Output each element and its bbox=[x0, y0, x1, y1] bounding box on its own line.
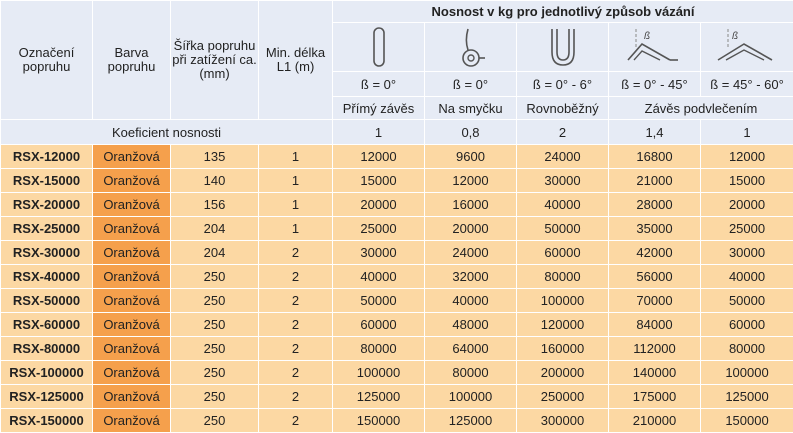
load-value: 125000 bbox=[701, 385, 793, 409]
coefficient-value: 1,4 bbox=[609, 120, 701, 145]
load-value: 100000 bbox=[333, 361, 425, 385]
load-value: 40000 bbox=[701, 265, 793, 289]
sling-min-length: 2 bbox=[259, 289, 333, 313]
sling-code: RSX-150000 bbox=[1, 409, 93, 433]
sling-width: 250 bbox=[171, 337, 259, 361]
load-value: 25000 bbox=[701, 217, 793, 241]
load-value: 60000 bbox=[333, 313, 425, 337]
sling-code: RSX-30000 bbox=[1, 241, 93, 265]
load-value: 35000 bbox=[609, 217, 701, 241]
type-choke: Na smyčku bbox=[425, 97, 517, 120]
load-value: 100000 bbox=[425, 385, 517, 409]
sling-width: 250 bbox=[171, 265, 259, 289]
sling-code: RSX-15000 bbox=[1, 169, 93, 193]
header-title-row bbox=[1, 1, 793, 23]
sling-width: 250 bbox=[171, 409, 259, 433]
load-value: 12000 bbox=[425, 169, 517, 193]
sling-code: RSX-100000 bbox=[1, 361, 93, 385]
sling-code: RSX-60000 bbox=[1, 313, 93, 337]
load-value: 16000 bbox=[425, 193, 517, 217]
load-value: 15000 bbox=[333, 169, 425, 193]
coefficient-label: Koeficient nosnosti bbox=[1, 120, 333, 145]
load-value: 80000 bbox=[333, 337, 425, 361]
svg-text:ß: ß bbox=[732, 31, 738, 42]
sling-code: RSX-50000 bbox=[1, 289, 93, 313]
sling-width: 140 bbox=[171, 169, 259, 193]
load-value: 28000 bbox=[609, 193, 701, 217]
load-value: 150000 bbox=[333, 409, 425, 433]
sling-min-length: 2 bbox=[259, 409, 333, 433]
load-value: 25000 bbox=[333, 217, 425, 241]
load-value: 21000 bbox=[609, 169, 701, 193]
load-value: 48000 bbox=[425, 313, 517, 337]
load-value: 20000 bbox=[333, 193, 425, 217]
sling-color: Oranžová bbox=[93, 145, 171, 169]
sling-code: RSX-125000 bbox=[1, 385, 93, 409]
angle-basket-narrow: ß = 0° - 45° bbox=[609, 72, 701, 97]
sling-code: RSX-80000 bbox=[1, 337, 93, 361]
table-row bbox=[1, 241, 793, 265]
load-value: 140000 bbox=[609, 361, 701, 385]
load-value: 200000 bbox=[517, 361, 609, 385]
load-value: 125000 bbox=[333, 385, 425, 409]
sling-width: 204 bbox=[171, 217, 259, 241]
sling-color: Oranžová bbox=[93, 409, 171, 433]
sling-color: Oranžová bbox=[93, 385, 171, 409]
sling-color: Oranžová bbox=[93, 313, 171, 337]
sling-width: 250 bbox=[171, 385, 259, 409]
type-straight: Přímý závěs bbox=[333, 97, 425, 120]
angle-basket-wide: ß = 45° - 60° bbox=[701, 72, 793, 97]
table-row bbox=[1, 385, 793, 409]
load-value: 50000 bbox=[333, 289, 425, 313]
angle-choke: ß = 0° bbox=[425, 72, 517, 97]
load-value: 60000 bbox=[701, 313, 793, 337]
load-value: 24000 bbox=[425, 241, 517, 265]
load-value: 100000 bbox=[701, 361, 793, 385]
sling-width: 135 bbox=[171, 145, 259, 169]
load-value: 210000 bbox=[609, 409, 701, 433]
load-value: 125000 bbox=[425, 409, 517, 433]
load-value: 112000 bbox=[609, 337, 701, 361]
load-value: 40000 bbox=[333, 265, 425, 289]
sling-color: Oranžová bbox=[93, 265, 171, 289]
sling-color: Oranžová bbox=[93, 217, 171, 241]
table-row bbox=[1, 217, 793, 241]
sling-code: RSX-25000 bbox=[1, 217, 93, 241]
load-value: 56000 bbox=[609, 265, 701, 289]
sling-min-length: 1 bbox=[259, 169, 333, 193]
table-row bbox=[1, 337, 793, 361]
sling-min-length: 2 bbox=[259, 313, 333, 337]
load-value: 15000 bbox=[701, 169, 793, 193]
coefficient-value: 0,8 bbox=[425, 120, 517, 145]
table-row bbox=[1, 193, 793, 217]
sling-min-length: 2 bbox=[259, 241, 333, 265]
type-basket: Závěs podvlečením bbox=[609, 97, 793, 120]
load-value: 64000 bbox=[425, 337, 517, 361]
load-value: 20000 bbox=[425, 217, 517, 241]
sling-min-length: 1 bbox=[259, 145, 333, 169]
load-value: 9600 bbox=[425, 145, 517, 169]
sling-color: Oranžová bbox=[93, 169, 171, 193]
coefficient-row bbox=[1, 120, 793, 145]
sling-width: 204 bbox=[171, 241, 259, 265]
table-row bbox=[1, 409, 793, 433]
load-value: 30000 bbox=[517, 169, 609, 193]
load-value: 16800 bbox=[609, 145, 701, 169]
load-value: 42000 bbox=[609, 241, 701, 265]
sling-color: Oranžová bbox=[93, 337, 171, 361]
svg-text:ß: ß bbox=[644, 31, 650, 42]
sling-min-length: 2 bbox=[259, 337, 333, 361]
table-row bbox=[1, 313, 793, 337]
sling-color: Oranžová bbox=[93, 241, 171, 265]
col-header-length: Min. délka L1 (m) bbox=[259, 1, 333, 120]
load-value: 80000 bbox=[425, 361, 517, 385]
sling-min-length: 1 bbox=[259, 217, 333, 241]
load-value: 250000 bbox=[517, 385, 609, 409]
sling-min-length: 2 bbox=[259, 385, 333, 409]
capacity-title: Nosnost v kg pro jednotlivý způsob vázání bbox=[333, 1, 793, 23]
sling-min-length: 1 bbox=[259, 193, 333, 217]
angle-parallel: ß = 0° - 6° bbox=[517, 72, 609, 97]
basket-angle-icon bbox=[609, 23, 701, 72]
angle-straight: ß = 0° bbox=[333, 72, 425, 97]
load-value: 300000 bbox=[517, 409, 609, 433]
coefficient-value: 1 bbox=[333, 120, 425, 145]
load-value: 150000 bbox=[701, 409, 793, 433]
load-value: 30000 bbox=[333, 241, 425, 265]
sling-color: Oranžová bbox=[93, 289, 171, 313]
load-value: 50000 bbox=[517, 217, 609, 241]
load-value: 80000 bbox=[517, 265, 609, 289]
basket-wide-angle-icon bbox=[701, 23, 793, 72]
sling-width: 250 bbox=[171, 289, 259, 313]
load-value: 12000 bbox=[333, 145, 425, 169]
table-row bbox=[1, 289, 793, 313]
load-value: 100000 bbox=[517, 289, 609, 313]
load-value: 30000 bbox=[701, 241, 793, 265]
load-value: 40000 bbox=[517, 193, 609, 217]
load-value: 50000 bbox=[701, 289, 793, 313]
load-value: 40000 bbox=[425, 289, 517, 313]
table-row bbox=[1, 265, 793, 289]
sling-color: Oranžová bbox=[93, 193, 171, 217]
table-row bbox=[1, 361, 793, 385]
type-parallel: Rovnoběžný bbox=[517, 97, 609, 120]
sling-color: Oranžová bbox=[93, 361, 171, 385]
col-header-code: Označení popruhu bbox=[1, 1, 93, 120]
load-value: 32000 bbox=[425, 265, 517, 289]
table-body bbox=[1, 145, 793, 433]
sling-width: 250 bbox=[171, 313, 259, 337]
load-value: 70000 bbox=[609, 289, 701, 313]
load-value: 120000 bbox=[517, 313, 609, 337]
sling-code: RSX-12000 bbox=[1, 145, 93, 169]
coefficient-value: 1 bbox=[701, 120, 793, 145]
sling-code: RSX-20000 bbox=[1, 193, 93, 217]
load-value: 160000 bbox=[517, 337, 609, 361]
sling-width: 250 bbox=[171, 361, 259, 385]
choke-loop-icon bbox=[425, 23, 517, 72]
load-value: 60000 bbox=[517, 241, 609, 265]
load-value: 24000 bbox=[517, 145, 609, 169]
load-value: 80000 bbox=[701, 337, 793, 361]
sling-width: 156 bbox=[171, 193, 259, 217]
col-header-width: Šířka popruhu při zatížení ca. (mm) bbox=[171, 1, 259, 120]
col-header-color: Barva popruhu bbox=[93, 1, 171, 120]
coefficient-value: 2 bbox=[517, 120, 609, 145]
basket-u-icon bbox=[517, 23, 609, 72]
straight-loop-icon bbox=[333, 23, 425, 72]
load-value: 20000 bbox=[701, 193, 793, 217]
sling-min-length: 2 bbox=[259, 265, 333, 289]
load-value: 175000 bbox=[609, 385, 701, 409]
load-value: 12000 bbox=[701, 145, 793, 169]
load-value: 84000 bbox=[609, 313, 701, 337]
sling-min-length: 2 bbox=[259, 361, 333, 385]
table-row bbox=[1, 145, 793, 169]
sling-code: RSX-40000 bbox=[1, 265, 93, 289]
table-row bbox=[1, 169, 793, 193]
